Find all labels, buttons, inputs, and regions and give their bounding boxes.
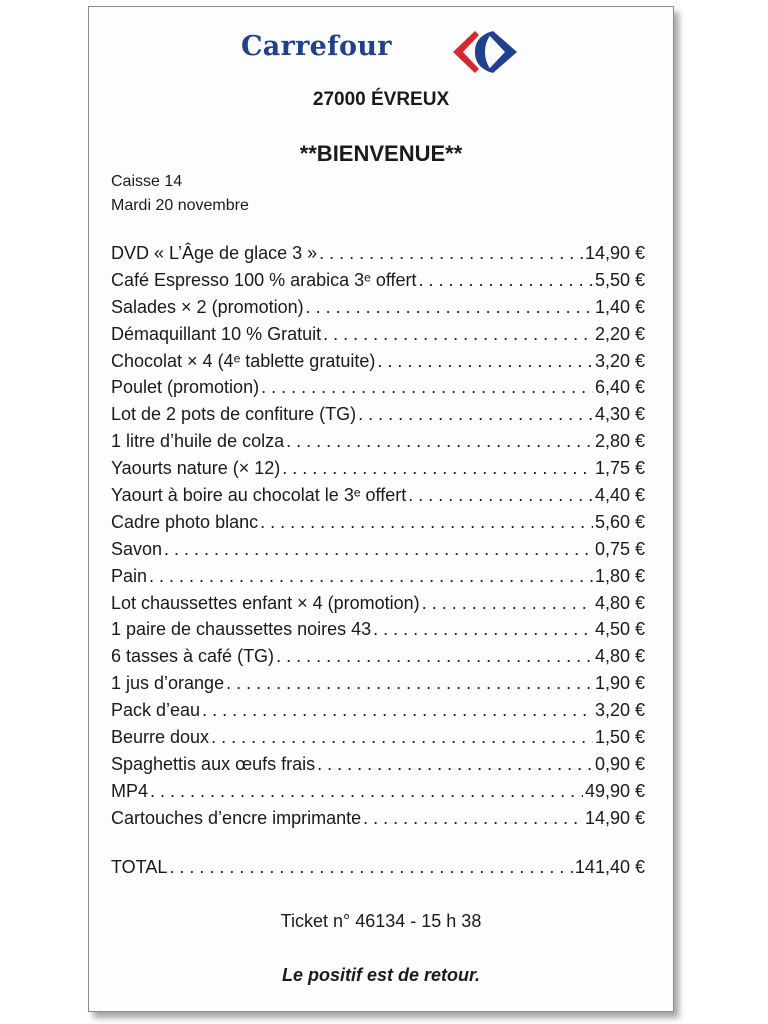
brand-name: Carrefour — [241, 31, 392, 62]
item-price: 14,90 € — [584, 243, 645, 263]
item-row — [111, 458, 645, 485]
item-price: 4,30 € — [594, 404, 645, 425]
item-row — [111, 700, 645, 727]
item-label: MP4 — [111, 780, 149, 801]
leader-dots — [373, 619, 593, 640]
item-row — [111, 377, 645, 404]
item-label: Beurre doux — [111, 727, 210, 748]
leader-dots — [422, 593, 593, 614]
leader-dots — [164, 539, 593, 560]
item-row — [111, 270, 645, 297]
item-price: 1,40 € — [594, 296, 645, 317]
leader-dots — [276, 646, 593, 667]
item-label: 1 litre d’huile de colza — [111, 431, 285, 452]
item-row — [111, 351, 645, 378]
item-label: 6 tasses à café (TG) — [111, 646, 275, 667]
leader-dots — [202, 700, 593, 721]
total-section — [111, 857, 645, 884]
item-price: 4,80 € — [594, 646, 645, 667]
item-row — [111, 754, 645, 781]
item-row — [111, 404, 645, 431]
item-label: Pain — [111, 565, 148, 586]
item-price: 4,50 € — [594, 619, 645, 640]
leader-dots — [377, 351, 593, 372]
item-row — [111, 781, 645, 808]
leader-dots — [149, 566, 593, 587]
receipt — [88, 6, 674, 1012]
receipt-date: Mardi 20 novembre — [111, 197, 249, 214]
item-row — [111, 646, 645, 673]
item-price: 4,80 € — [594, 592, 645, 613]
item-list — [111, 243, 645, 835]
store-header — [89, 27, 673, 73]
leader-dots — [317, 754, 593, 775]
item-row — [111, 243, 645, 270]
item-price: 6,40 € — [594, 377, 645, 398]
total-amount: 141,40 € — [574, 857, 645, 877]
leader-dots — [323, 324, 593, 345]
leader-dots — [211, 727, 593, 748]
item-row — [111, 431, 645, 458]
item-label: Café Espresso 100 % arabica 3ᵉ offert — [111, 269, 417, 290]
item-row — [111, 727, 645, 754]
leader-dots — [306, 297, 593, 318]
item-price: 14,90 € — [584, 807, 645, 828]
item-label: Cadre photo blanc — [111, 511, 259, 532]
item-label: Salades × 2 (promotion) — [111, 296, 304, 317]
item-label: Savon — [111, 538, 163, 559]
leader-dots — [363, 808, 583, 829]
leader-dots — [150, 781, 583, 802]
leader-dots — [169, 857, 573, 878]
welcome-banner: **BIENVENUE** — [299, 141, 463, 166]
item-row — [111, 485, 645, 512]
item-label: DVD « L’Âge de glace 3 » — [111, 243, 318, 263]
item-label: Lot chaussettes enfant × 4 (promotion) — [111, 592, 420, 613]
leader-dots — [408, 485, 593, 506]
item-price: 1,90 € — [594, 673, 645, 694]
item-label: Spaghettis aux œufs frais — [111, 753, 316, 774]
leader-dots — [261, 377, 593, 398]
item-row — [111, 619, 645, 646]
item-price: 3,20 € — [594, 700, 645, 721]
item-label: Démaquillant 10 % Gratuit — [111, 323, 322, 344]
item-label: Cartouches d’encre imprimante — [111, 807, 362, 828]
item-price: 3,20 € — [594, 350, 645, 371]
item-label: 1 paire de chaussettes noires 43 — [111, 619, 372, 640]
item-label: 1 jus d’orange — [111, 673, 225, 694]
register-number: Caisse 14 — [111, 173, 183, 190]
item-price: 2,80 € — [594, 431, 645, 452]
item-price: 1,50 € — [594, 727, 645, 748]
item-row — [111, 808, 645, 835]
item-label: Yaourts nature (× 12) — [111, 458, 281, 479]
item-label: Yaourt à boire au chocolat le 3ᵉ offert — [111, 485, 407, 506]
leader-dots — [226, 673, 593, 694]
leader-dots — [419, 270, 593, 291]
leader-dots — [286, 431, 593, 452]
item-price: 1,75 € — [594, 458, 645, 479]
item-label: Chocolat × 4 (4ᵉ tablette gratuite) — [111, 350, 376, 371]
item-row — [111, 297, 645, 324]
item-row — [111, 539, 645, 566]
item-price: 5,60 € — [594, 511, 645, 532]
leader-dots — [319, 243, 583, 264]
item-price: 1,80 € — [594, 565, 645, 586]
item-price: 0,90 € — [594, 753, 645, 774]
item-price: 4,40 € — [594, 485, 645, 506]
total-row — [111, 857, 645, 884]
store-city: 27000 ÉVREUX — [312, 89, 450, 110]
ticket-number: Ticket n° 46134 - 15 h 38 — [280, 911, 482, 931]
item-price: 2,20 € — [594, 323, 645, 344]
item-price: 5,50 € — [594, 269, 645, 290]
item-label: Lot de 2 pots de confiture (TG) — [111, 404, 357, 425]
item-row — [111, 324, 645, 351]
slogan: Le positif est de retour. — [281, 965, 481, 985]
leader-dots — [358, 404, 593, 425]
receipt-meta — [111, 170, 249, 218]
item-row — [111, 512, 645, 539]
leader-dots — [282, 458, 593, 479]
item-label: Poulet (promotion) — [111, 377, 260, 398]
item-row — [111, 593, 645, 620]
item-row — [111, 673, 645, 700]
carrefour-logo-icon — [441, 27, 531, 77]
item-label: Pack d’eau — [111, 700, 201, 721]
leader-dots — [260, 512, 593, 533]
item-price: 49,90 € — [584, 780, 645, 801]
total-label: TOTAL — [111, 857, 168, 877]
item-row — [111, 566, 645, 593]
item-price: 0,75 € — [594, 538, 645, 559]
